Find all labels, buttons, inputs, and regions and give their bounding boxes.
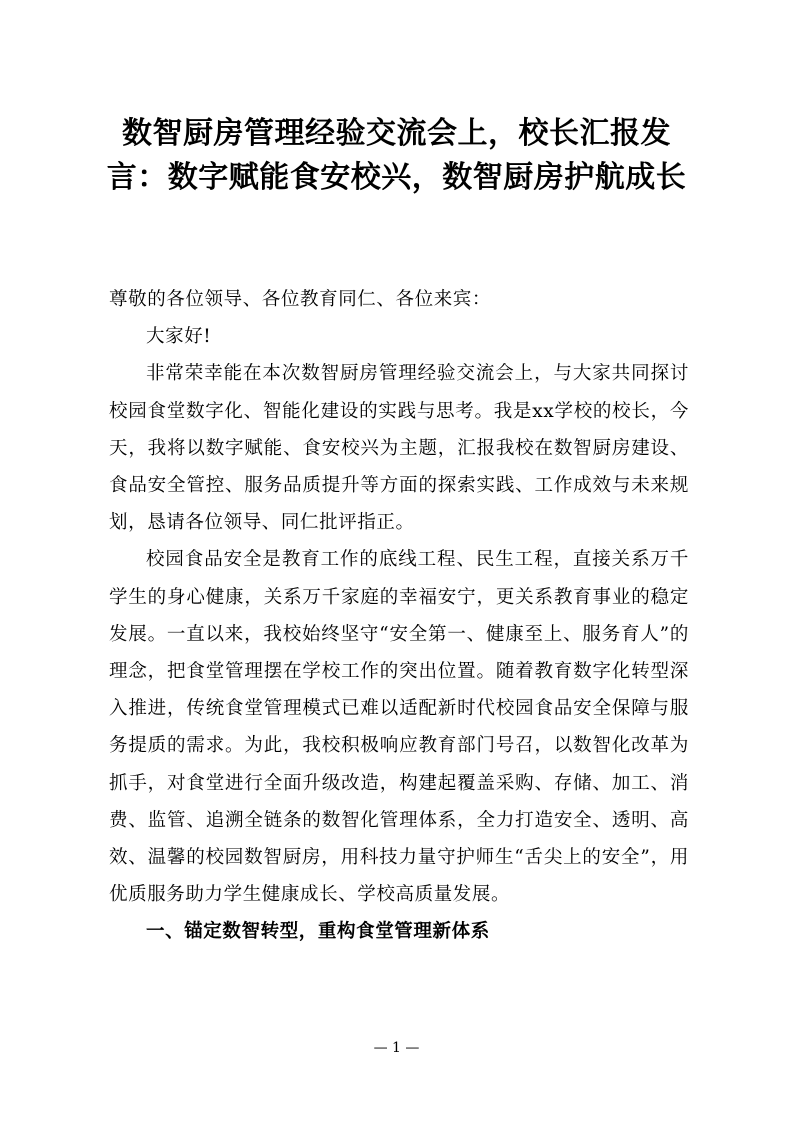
paragraph-intro: 非常荣幸能在本次数智厨房管理经验交流会上，与大家共同探讨校园食堂数字化、智能化建设的实践与思考。我是xx学校的校长，今天，我将以数字赋能、食安校兴为主题，汇报我校在数智厨房建设、食品安全管控、服务品质提升等方面的探索实践、工作成效与未来规划，恳请各位领导、同仁批评指正。 bbox=[109, 363, 689, 534]
page-number: — 1 — bbox=[373, 1040, 420, 1056]
salutation: 尊敬的各位领导、各位教育同仁、各位来宾： bbox=[109, 289, 492, 310]
section-heading: 一、锚定数智转型，重构食堂管理新体系 bbox=[146, 921, 490, 943]
document-body bbox=[109, 281, 689, 951]
paragraph-food-safety: 校园食品安全是教育工作的底线工程、民生工程，直接关系万千学生的身心健康，关系万千家庭的幸福安宁，更关系教育事业的稳定发展。一直以来，我校始终坚守“安全第一、健康至上、服务育人”的理念，把食堂管理摆在学校工作的突出位置。随着教育数字化转型深入推进，传统食堂管理模式已难以适配新时代校园食品安全保障与服务提质的需求。为此，我校积极响应教育部门号召，以数智化改革为抓手，对食堂进行全面升级改造，构建起覆盖采购、存储、加工、消费、监管、追溯全链条的数智化管理体系，全力打造安全、透明、高效、温馨的校园数智厨房，用科技力量守护师生“舌尖上的安全”，用优质服务助力学生健康成长、学校高质量发展。 bbox=[109, 549, 689, 906]
greeting: 大家好! bbox=[146, 326, 212, 348]
document-title: 数智厨房管理经验交流会上，校长汇报发言：数字赋能食安校兴，数智厨房护航成长 bbox=[106, 116, 687, 195]
